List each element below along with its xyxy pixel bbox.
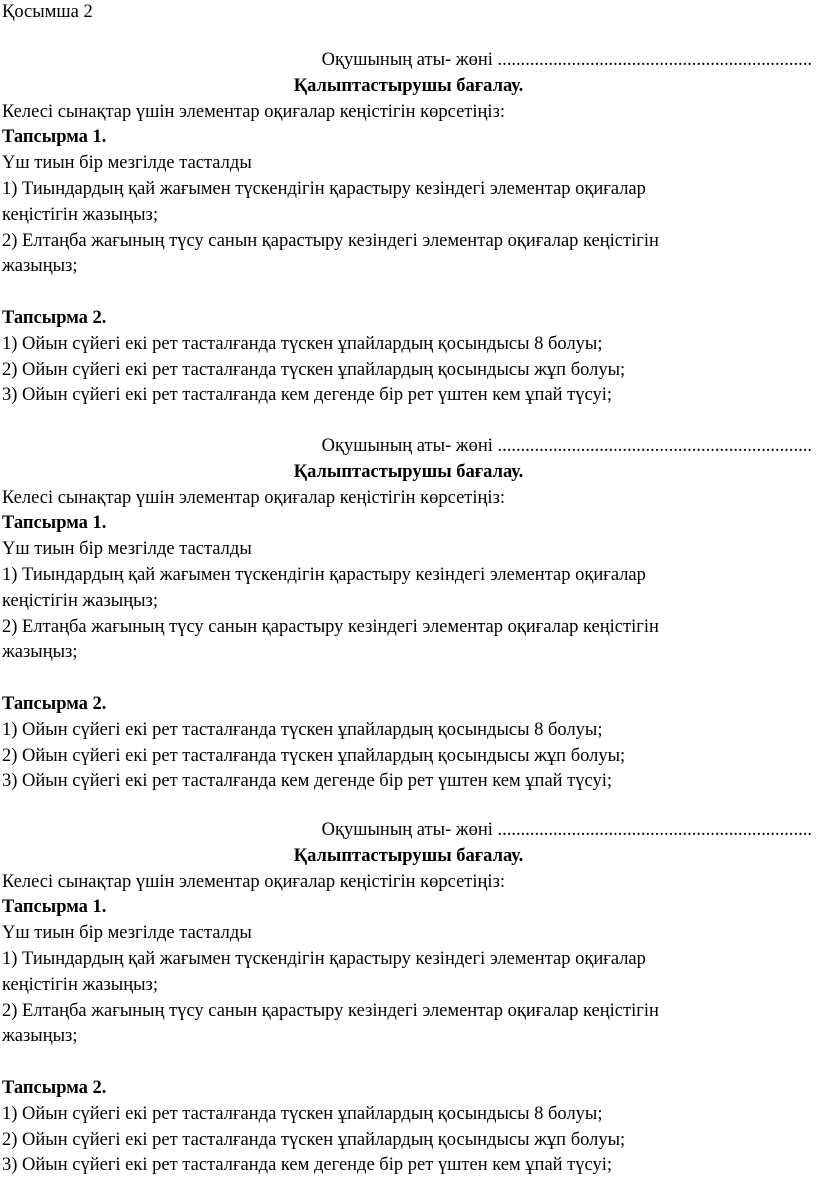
task1-heading: Тапсырма 1. — [2, 513, 107, 534]
student-name-line: Оқушының аты- жөні .................................................................... — [321, 436, 812, 456]
assessment-block-2 — [2, 434, 814, 795]
assessment-block-3 — [2, 818, 814, 1179]
task2-item2: 2) Ойын сүйегі екі рет тасталғанда түскен ұпайлардың қосындысы жұп болуы; — [2, 359, 626, 380]
assessment-title: Қалыптастырушы бағалау. — [293, 75, 524, 96]
task1-heading: Тапсырма 1. — [2, 897, 107, 918]
task2-item3: 3) Ойын сүйегі екі рет тасталғанда кем дегенде бір рет үштен кем ұпай түсуі; — [2, 771, 613, 792]
task1-item2-line2: жазыңыз; — [2, 1026, 78, 1047]
task1-item2-line1: 2) Елтаңба жағының түсу санын қарастыру кезіндегі элементар оқиғалар кеңістігін — [2, 616, 659, 637]
task2-heading: Тапсырма 2. — [2, 307, 107, 328]
spacer — [2, 280, 814, 306]
task1-item1-line1: 1) Тиындардың қай жағымен түскендігін қарастыру кезіндегі элементар оқиғалар — [2, 948, 646, 969]
task1-item2-line1: 2) Елтаңба жағының түсу санын қарастыру кезіндегі элементар оқиғалар кеңістігін — [2, 230, 659, 251]
assessment-block-1 — [2, 48, 814, 409]
task1-item1-line2: кеңістігін жазыңыз; — [2, 590, 158, 611]
task1-item2-line1: 2) Елтаңба жағының түсу санын қарастыру кезіндегі элементар оқиғалар кеңістігін — [2, 1000, 659, 1021]
instruction-text: Келесі сынақтар үшін элементар оқиғалар кеңістігін көрсетіңіз: — [2, 487, 506, 508]
task1-intro: Үш тиын бір мезгілде тасталды — [2, 153, 252, 174]
task1-item1-line2: кеңістігін жазыңыз; — [2, 204, 158, 225]
task2-heading: Тапсырма 2. — [2, 1077, 107, 1098]
task1-intro: Үш тиын бір мезгілде тасталды — [2, 539, 252, 560]
task1-item1-line2: кеңістігін жазыңыз; — [2, 974, 158, 995]
task2-heading: Тапсырма 2. — [2, 693, 107, 714]
task1-item1-line1: 1) Тиындардың қай жағымен түскендігін қарастыру кезіндегі элементар оқиғалар — [2, 564, 646, 585]
task2-item2: 2) Ойын сүйегі екі рет тасталғанда түскен ұпайлардың қосындысы жұп болуы; — [2, 745, 626, 766]
spacer — [2, 1050, 814, 1076]
assessment-title: Қалыптастырушы бағалау. — [293, 461, 524, 482]
student-name-line: Оқушының аты- жөні .................................................................... — [321, 820, 812, 840]
student-name-line: Оқушының аты- жөні .................................................................... — [321, 50, 812, 70]
task2-item3: 3) Ойын сүйегі екі рет тасталғанда кем дегенде бір рет үштен кем ұпай түсуі; — [2, 385, 613, 406]
task2-item2: 2) Ойын сүйегі екі рет тасталғанда түскен ұпайлардың қосындысы жұп болуы; — [2, 1129, 626, 1150]
task1-item2-line2: жазыңыз; — [2, 642, 78, 663]
task2-item1: 1) Ойын сүйегі екі рет тасталғанда түскен ұпайлардың қосындысы 8 болуы; — [2, 1103, 603, 1124]
appendix-label: Қосымша 2 — [2, 2, 93, 22]
task1-intro: Үш тиын бір мезгілде тасталды — [2, 923, 252, 944]
spacer — [2, 666, 814, 692]
task2-item1: 1) Ойын сүйегі екі рет тасталғанда түскен ұпайлардың қосындысы 8 болуы; — [2, 333, 603, 354]
assessment-title: Қалыптастырушы бағалау. — [293, 845, 524, 866]
task1-item1-line1: 1) Тиындардың қай жағымен түскендігін қарастыру кезіндегі элементар оқиғалар — [2, 178, 646, 199]
task1-heading: Тапсырма 1. — [2, 127, 107, 148]
instruction-text: Келесі сынақтар үшін элементар оқиғалар кеңістігін көрсетіңіз: — [2, 871, 506, 892]
task1-item2-line2: жазыңыз; — [2, 256, 78, 277]
task2-item1: 1) Ойын сүйегі екі рет тасталғанда түскен ұпайлардың қосындысы 8 болуы; — [2, 719, 603, 740]
task2-item3: 3) Ойын сүйегі екі рет тасталғанда кем дегенде бір рет үштен кем ұпай түсуі; — [2, 1155, 613, 1176]
instruction-text: Келесі сынақтар үшін элементар оқиғалар кеңістігін көрсетіңіз: — [2, 101, 506, 122]
